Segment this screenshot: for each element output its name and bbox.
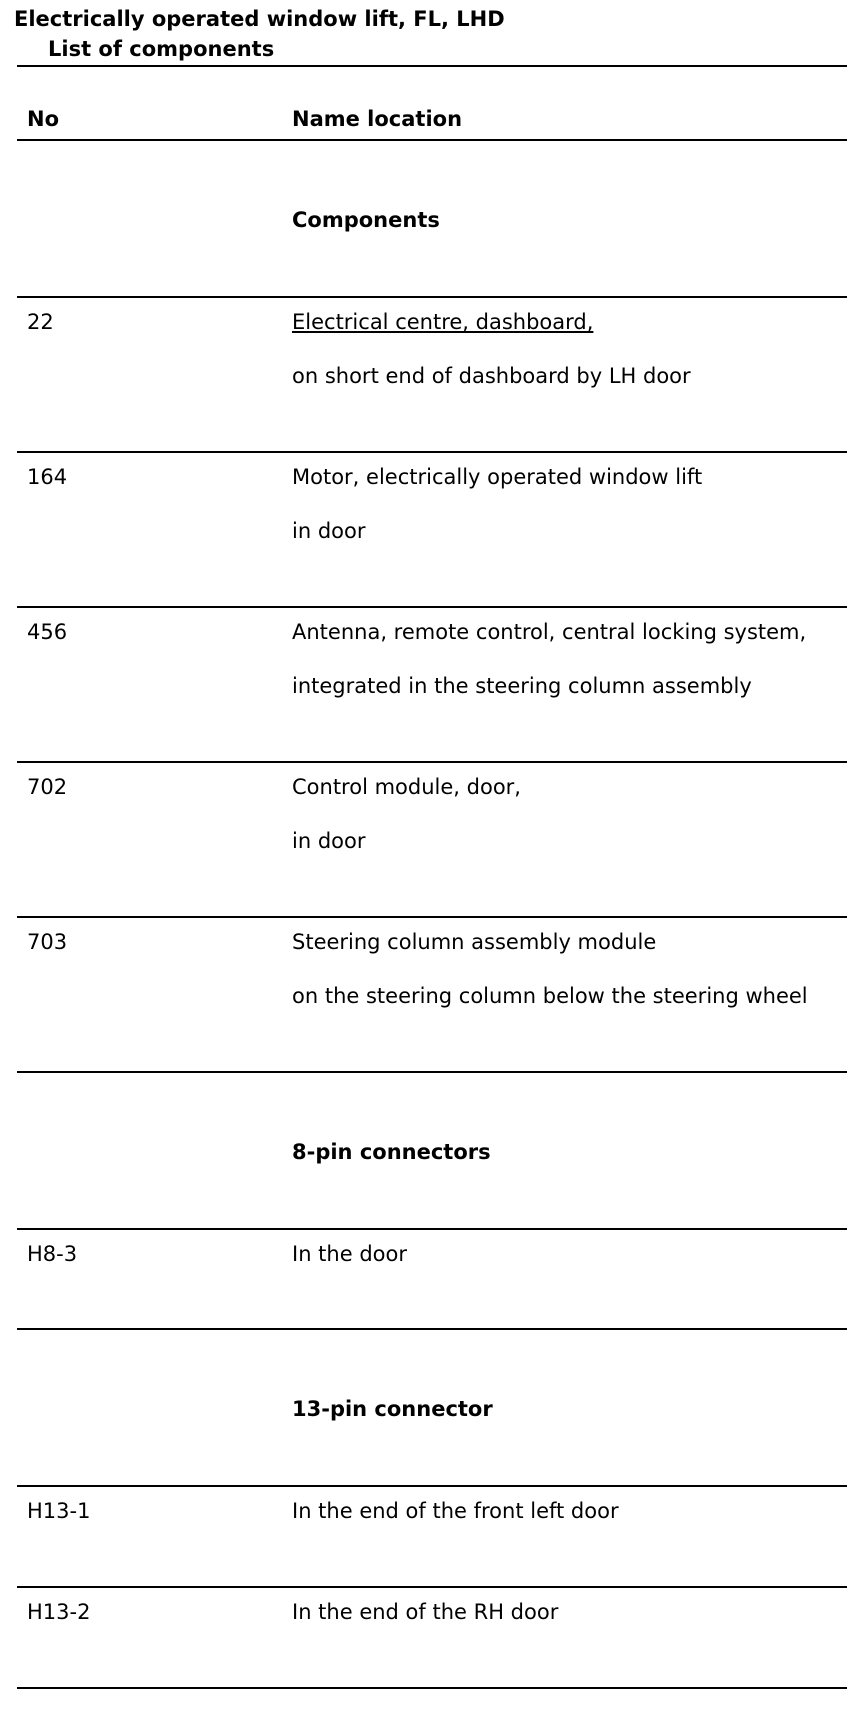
row-divider [17,296,847,298]
header-top-rule [17,65,847,67]
section-heading-13-pin-connector: 13-pin connector [292,1397,493,1421]
component-name: Motor, electrically operated window lift [292,465,703,489]
component-location: on short end of dashboard by LH door [292,364,691,388]
component-number: 22 [27,310,54,334]
row-divider [17,606,847,608]
row-divider [17,761,847,763]
component-number: 164 [27,465,68,489]
connector-number: H8-3 [27,1242,78,1266]
component-location: on the steering column below the steering wheel [292,984,808,1008]
row-divider [17,916,847,918]
row-divider [17,1586,847,1588]
document-title: Electrically operated window lift, FL, LHD [14,7,505,31]
component-number: 703 [27,930,68,954]
component-name: Control module, door, [292,775,521,799]
component-name: Steering column assembly module [292,930,657,954]
component-name: Antenna, remote control, central locking system, [292,620,807,644]
component-location: in door [292,519,366,543]
row-divider [17,1228,847,1230]
column-header-name-location: Name location [292,107,463,131]
component-location: integrated in the steering column assembly [292,674,752,698]
table-bottom-rule [17,1687,847,1689]
connector-location: In the end of the RH door [292,1600,559,1624]
row-divider [17,1071,847,1073]
connector-number: H13-1 [27,1499,91,1523]
connector-location: In the end of the front left door [292,1499,619,1523]
row-divider [17,451,847,453]
connector-location: In the door [292,1242,407,1266]
section-heading-components: Components [292,208,440,232]
component-number: 702 [27,775,68,799]
component-number: 456 [27,620,68,644]
column-header-no: No [27,107,60,131]
document-subtitle: List of components [48,37,275,61]
section-heading-8-pin-connectors: 8-pin connectors [292,1140,491,1164]
header-bottom-rule [17,139,847,141]
component-location: in door [292,829,366,853]
row-divider [17,1485,847,1487]
component-name-link[interactable]: Electrical centre, dashboard, [292,310,594,334]
row-divider [17,1328,847,1330]
connector-number: H13-2 [27,1600,91,1624]
